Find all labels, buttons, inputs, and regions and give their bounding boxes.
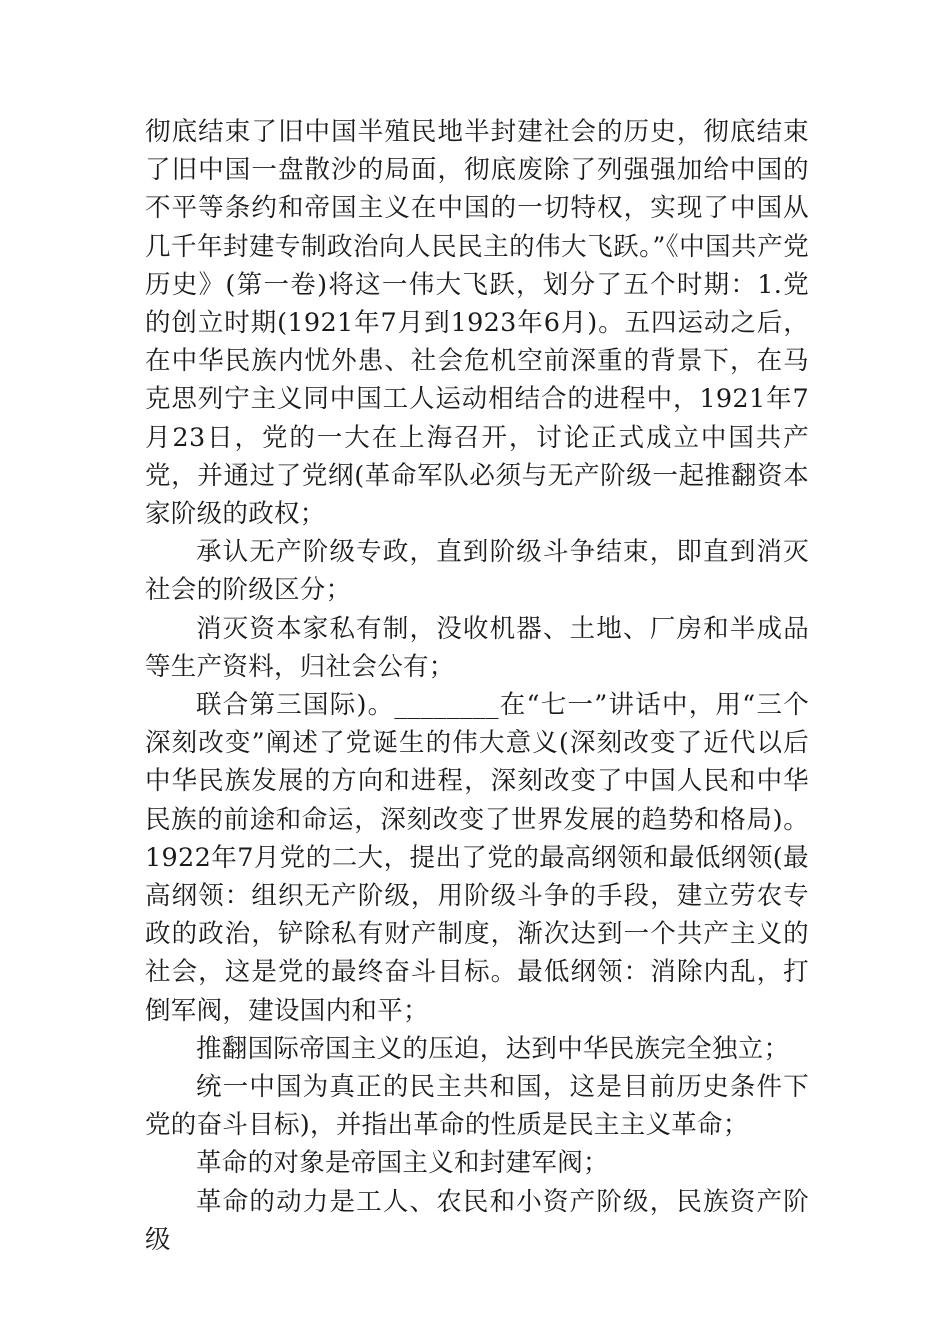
paragraph-8: 革命的动力是工人、农民和小资产阶级，民族资产阶级 xyxy=(145,1186,809,1255)
paragraph-2: 承认无产阶级专政，直到阶级斗争结束，即直到消灭社会的阶级区分； xyxy=(145,537,809,606)
paragraph-5: 推翻国际帝国主义的压迫，达到中华民族完全独立； xyxy=(196,1033,790,1064)
paragraph-1: 彻底结束了旧中国半殖民地半封建社会的历史，彻底结束了旧中国一盘散沙的局面，彻底废除了列强强加给中国的不平等条约和帝国主义在中国的一切特权，实现了中国从几千年封建专制政治向人民民主的伟大飞跃。”《中国共产党历史》(第一卷)将这一伟大飞跃，划分了五个时期：1.党的创立时期(1921年7月到1923年6月)。五四运动之后，在中华民族内忧外患、社会危机空前深重的背景下，在马克思列宁主义同中国工人运动相结合的进程中，1921年7月23日，党的一大在上海召开，讨论正式成立中国共产党，并通过了党纲(革命军队必须与无产阶级一起推翻资本家阶级的政权； xyxy=(145,117,809,530)
paragraph-6: 统一中国为真正的民主共和国，这是目前历史条件下党的奋斗目标)，并指出革命的性质是民主主义革命； xyxy=(145,1072,809,1141)
paragraph-3: 消灭资本家私有制，没收机器、土地、厂房和半成品等生产资料，归社会公有； xyxy=(145,613,809,682)
paragraph-7: 革命的对象是帝国主义和封建军阀； xyxy=(196,1148,609,1179)
document-body xyxy=(145,113,809,1259)
paragraph-4: 联合第三国际)。________在“七一”讲话中，用“三个深刻改变”阐述了党诞生的伟大意义(深刻改变了近代以后中华民族发展的方向和进程，深刻改变了中国人民和中华民族的前途和命运，深刻改变了世界发展的趋势和格局)。1922年7月党的二大，提出了党的最高纲领和最低纲领(最高纲领：组织无产阶级，用阶级斗争的手段，建立劳农专政的政治，铲除私有财产制度，渐次达到一个共产主义的社会，这是党的最终奋斗目标。最低纲领：消除内乱，打倒军阀，建设国内和平； xyxy=(145,690,809,1026)
